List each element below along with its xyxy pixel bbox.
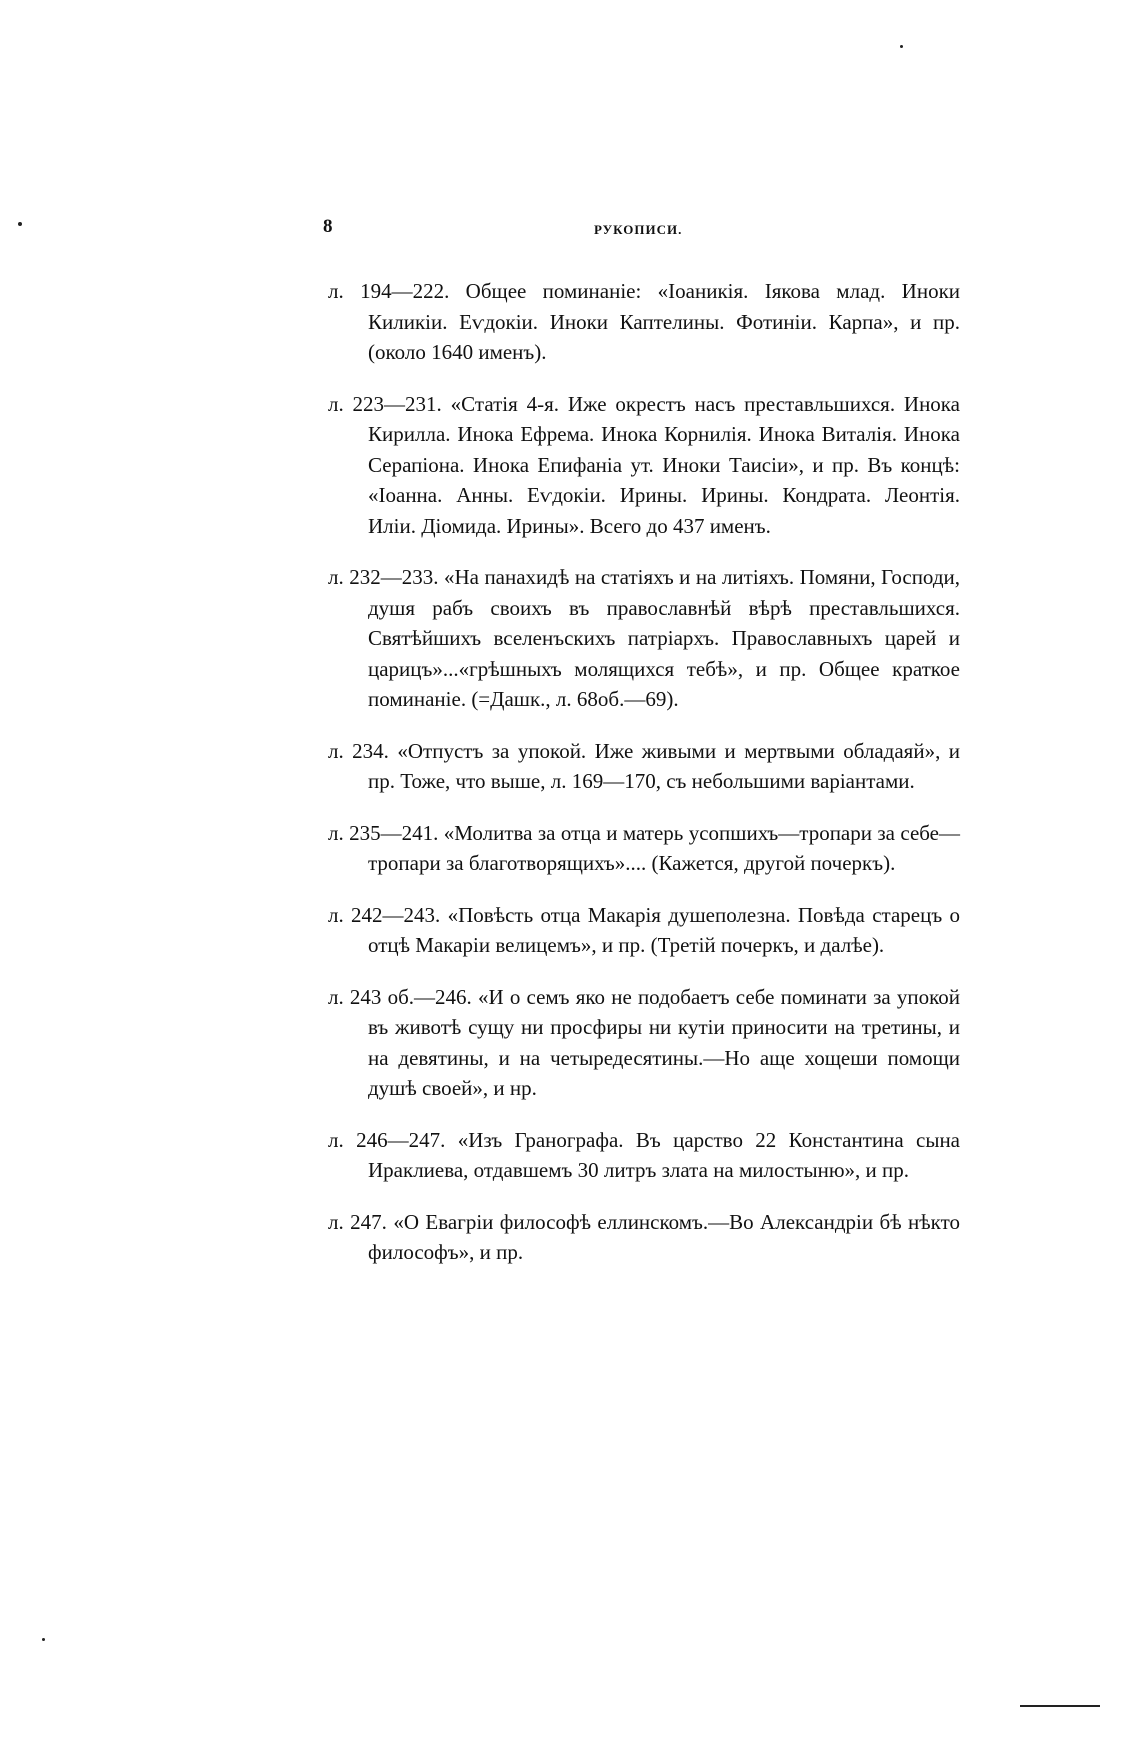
entry-reference: л. 247. (328, 1209, 387, 1234)
entry-reference: л. 235—241. (328, 820, 439, 845)
entry-194-222 (328, 276, 960, 368)
entry-text: «О Евагріи философѣ еллинскомъ.—Во Александріи бѣ нѣкто философъ», и пр. (368, 1209, 960, 1264)
scan-speck (18, 222, 22, 226)
entry-reference: л. 246—247. (328, 1127, 446, 1152)
entry-reference: л. 243 об.—246. (328, 984, 472, 1009)
running-title: РУКОПИСИ. (594, 222, 683, 237)
manuscript-entries (328, 255, 960, 1276)
entry-text: «Повѣсть отца Макарія душеполезна. Повѣда старецъ о отцѣ Макаріи велицемъ», и пр. (Третій почеркъ, и далѣе). (368, 902, 961, 957)
entry-reference: л. 232—233. (328, 565, 439, 589)
entry-reference: л. 223—231. (328, 391, 442, 416)
page-number: 8 (323, 216, 333, 237)
entry-text: «Отпустъ за упокой. Иже живыми и мертвыми обладаяй», и пр. Тоже, что выше, л. 169—170, съ небольшими варіантами. (368, 738, 961, 793)
entry-reference: л. 194—222. (328, 279, 450, 303)
entry-text: «На панахидѣ на статіяхъ и на литіяхъ. Помяни, Господи, душя рабъ своихъ въ православнѣй вѣрѣ преставльшихся. Святѣйшихъ вселенъскихъ патріархъ. Православныхъ царей и царицъ»...«грѣшныхъ молящихся тебѣ», и пр. Общее краткое поминаніе. (=Дашк., л. 68об.—69). (368, 565, 960, 711)
entry-text: «Статія 4-я. Иже окрестъ насъ преставльшихся. Инока Кирилла. Инока Ефрема. Инока Корнилія. Инока Виталія. Инока Серапіона. Инока Епифаніа ут. Иноки Таисіи», и пр. Въ концѣ: «Іоанна. Анны. Еѵдокіи. Ирины. Ирины. Кондрата. Леонтія. Иліи. Діомида. Ирины». Всего до 437 именъ. (368, 391, 961, 538)
entry-223-231 (328, 389, 960, 542)
entry-247 (328, 1207, 960, 1268)
entry-reference: л. 234. (328, 738, 389, 763)
entry-text: Общее поминаніе: «Іоаникія. Іякова млад. Иноки Киликіи. Еѵдокіи. Иноки Каптелины. Фотиніи. Карпа», и пр. (около 1640 именъ). (368, 279, 961, 364)
entry-234 (328, 736, 960, 797)
scan-edge-mark (1020, 1705, 1100, 1707)
entry-246-247 (328, 1125, 960, 1186)
entry-243-246 (328, 982, 960, 1104)
entry-232-233 (328, 562, 960, 715)
entry-text: «Молитва за отца и матерь усопшихъ—тропари за себе—тропари за благотворящихъ».... (Кажется, другой почеркъ). (368, 820, 961, 875)
entry-235-241 (328, 818, 960, 879)
entry-242-243 (328, 900, 960, 961)
scan-speck (42, 1638, 45, 1641)
scan-speck (900, 45, 903, 48)
entry-reference: л. 242—243. (328, 902, 441, 927)
entry-text: «И о семъ яко не подобаетъ себе поминати за упокой въ животѣ сущу ни просфиры ни кутіи приносити на третины, и на девятины, и на четыредесятины.—Но аще хощеши помощи душѣ своей», и нр. (368, 984, 960, 1100)
entry-text: «Изъ Гранографа. Въ царство 22 Константина сына Ираклиева, отдавшемъ 30 литръ злата на милостыню», и пр. (368, 1127, 961, 1182)
